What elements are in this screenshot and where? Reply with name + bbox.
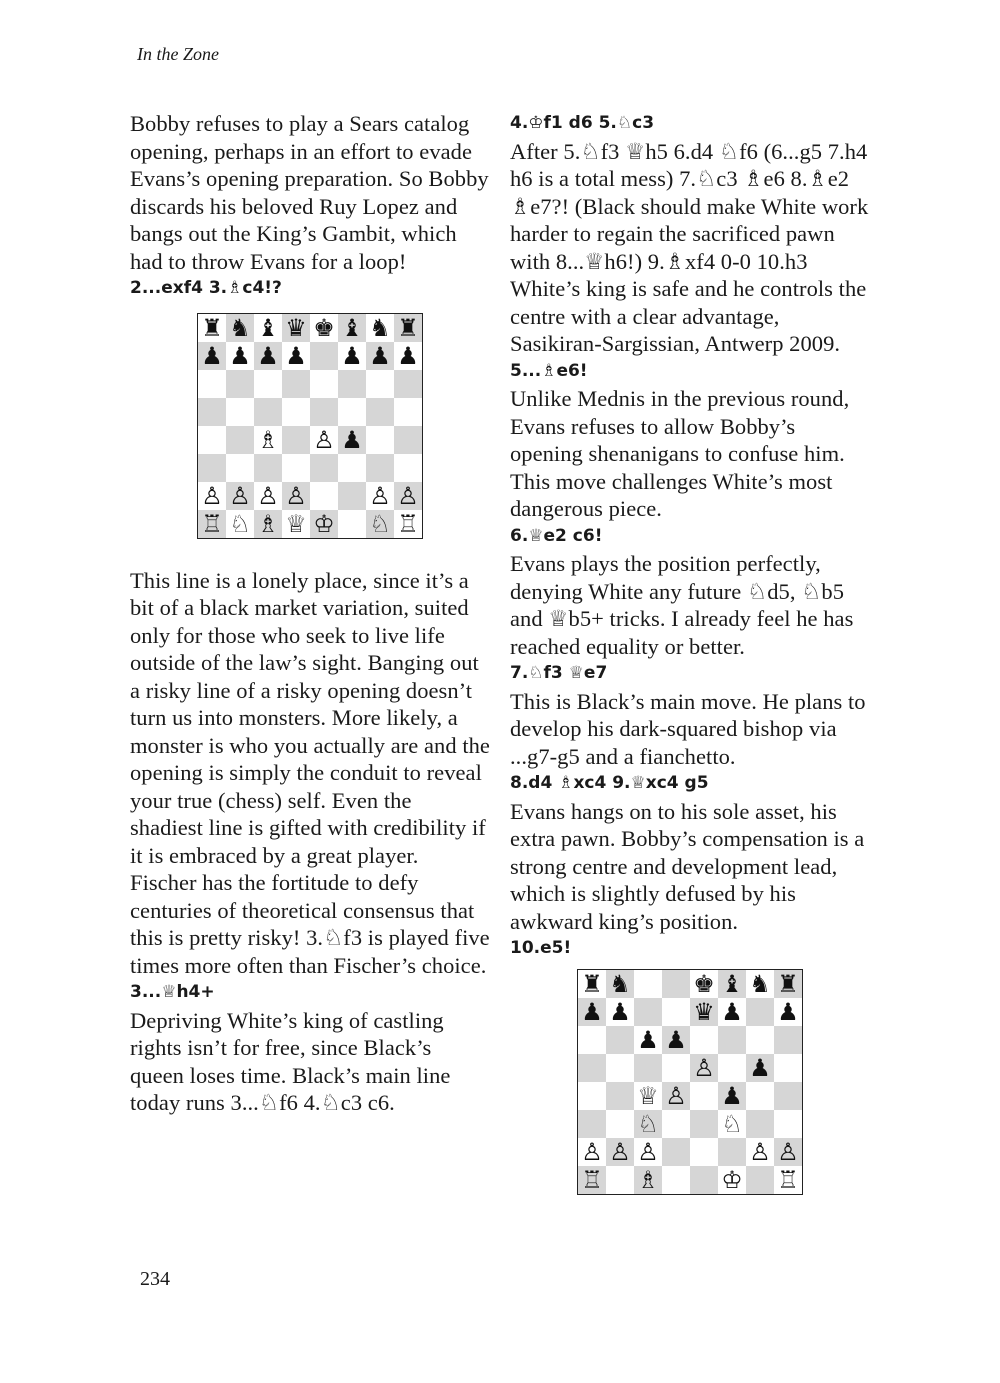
board-square	[662, 1166, 690, 1194]
board-square	[578, 1026, 606, 1054]
black-king-icon: ♚	[310, 314, 338, 342]
running-header: In the Zone	[137, 44, 219, 64]
board-square	[366, 370, 394, 398]
white-pawn-icon: ♙	[310, 426, 338, 454]
black-queen-icon: ♛	[282, 314, 310, 342]
white-pawn-icon: ♙	[690, 1054, 718, 1082]
black-rook-icon: ♜	[198, 314, 226, 342]
black-pawn-icon: ♟	[746, 1054, 774, 1082]
board-square	[746, 998, 774, 1026]
board-square	[774, 1110, 802, 1138]
black-pawn-icon: ♟	[718, 1082, 746, 1110]
board-square	[606, 1166, 634, 1194]
board-square	[226, 426, 254, 454]
board-square	[338, 482, 366, 510]
move-notation: 8.d4 ♗xc4 9.♕xc4 g5	[510, 773, 709, 793]
black-pawn-icon: ♟	[662, 1026, 690, 1054]
board-square	[310, 482, 338, 510]
board-square	[366, 454, 394, 482]
board-square	[746, 1082, 774, 1110]
white-pawn-icon: ♙	[226, 482, 254, 510]
paragraph: Evans hangs on to his sole asset, his extra pawn. Bobby’s compensation is a strong centre and development lead, which is slightly defused by his awkward king’s position.	[510, 798, 865, 934]
white-pawn-icon: ♙	[662, 1082, 690, 1110]
board-square	[774, 1054, 802, 1082]
board-square	[690, 1082, 718, 1110]
board-square	[746, 1026, 774, 1054]
board-square	[310, 398, 338, 426]
white-pawn-icon: ♙	[282, 482, 310, 510]
black-knight-icon: ♞	[606, 970, 634, 998]
white-pawn-icon: ♙	[746, 1138, 774, 1166]
move-notation: 5...♗e6!	[510, 360, 588, 381]
board-square	[394, 370, 422, 398]
board-square	[718, 1026, 746, 1054]
board-square	[394, 426, 422, 454]
board-square	[282, 370, 310, 398]
board-square	[366, 398, 394, 426]
page-number: 234	[140, 1268, 170, 1290]
board-square	[198, 370, 226, 398]
white-rook-icon: ♖	[774, 1166, 802, 1194]
board-square	[606, 1054, 634, 1082]
board-square	[282, 426, 310, 454]
move-notation: 6.♕e2 c6!	[510, 525, 603, 546]
board-square	[338, 454, 366, 482]
board-square	[662, 1054, 690, 1082]
paragraph: Evans plays the position perfectly, denying White any future ♘d5, ♘b5 and ♕b5+ tricks. I already feel he has reached equality or better.	[510, 551, 854, 659]
black-pawn-icon: ♟	[226, 342, 254, 370]
paragraph: Unlike Mednis in the previous round, Evans refuses to allow Bobby’s opening shenanigans to confuse him. This move challenges White’s most dangerous piece.	[510, 386, 850, 521]
board-square	[394, 454, 422, 482]
board-square	[338, 370, 366, 398]
white-pawn-icon: ♙	[774, 1138, 802, 1166]
black-king-icon: ♚	[690, 970, 718, 998]
board-square	[606, 1026, 634, 1054]
white-bishop-icon: ♗	[634, 1166, 662, 1194]
white-knight-icon: ♘	[718, 1110, 746, 1138]
white-pawn-icon: ♙	[198, 482, 226, 510]
black-pawn-icon: ♟	[338, 426, 366, 454]
board-square	[282, 454, 310, 482]
board-square	[634, 1054, 662, 1082]
black-pawn-icon: ♟	[254, 342, 282, 370]
board-square	[606, 1110, 634, 1138]
black-pawn-icon: ♟	[366, 342, 394, 370]
black-knight-icon: ♞	[366, 314, 394, 342]
board-square	[366, 426, 394, 454]
black-pawn-icon: ♟	[606, 998, 634, 1026]
board-square	[198, 454, 226, 482]
board-square	[690, 1166, 718, 1194]
board-square	[662, 1138, 690, 1166]
white-pawn-icon: ♙	[366, 482, 394, 510]
chess-diagram	[130, 313, 490, 539]
board-square	[578, 1054, 606, 1082]
white-knight-icon: ♘	[634, 1110, 662, 1138]
board-square	[634, 998, 662, 1026]
board-square	[310, 370, 338, 398]
black-bishop-icon: ♝	[338, 314, 366, 342]
white-pawn-icon: ♙	[394, 482, 422, 510]
board-square	[718, 1054, 746, 1082]
paragraph: Bobby refuses to play a Sears catalog opening, perhaps in an effort to evade Evans’s opening preparation. So Bobby discards his beloved Ruy Lopez and bangs out the King’s Gambit, which had to throw Evans for a loop!	[130, 111, 489, 274]
black-rook-icon: ♜	[774, 970, 802, 998]
board-square	[338, 398, 366, 426]
board-square	[746, 1110, 774, 1138]
board-square	[634, 970, 662, 998]
board-square	[310, 454, 338, 482]
board-square	[254, 370, 282, 398]
white-pawn-icon: ♙	[578, 1138, 606, 1166]
board-square	[282, 398, 310, 426]
black-pawn-icon: ♟	[774, 998, 802, 1026]
black-bishop-icon: ♝	[254, 314, 282, 342]
board-square	[662, 998, 690, 1026]
board-square	[662, 970, 690, 998]
white-queen-icon: ♕	[282, 510, 310, 538]
white-knight-icon: ♘	[366, 510, 394, 538]
right-column	[510, 110, 870, 1195]
white-king-icon: ♔	[718, 1166, 746, 1194]
white-rook-icon: ♖	[198, 510, 226, 538]
chess-diagram	[510, 969, 870, 1195]
board-square	[578, 1082, 606, 1110]
black-bishop-icon: ♝	[718, 970, 746, 998]
black-rook-icon: ♜	[394, 314, 422, 342]
paragraph: After 5.♘f3 ♕h5 6.d4 ♘f6 (6...g5 7.h4 h6 is a total mess) 7.♘c3 ♗e6 8.♗e2 ♗e7?! (Black should make White work harder to regain the sacrificed pawn with 8...♕h6!) 9.♗xf4 0-0 10.h3 White’s king is safe and he controls the centre with a clear advantage, Sasikiran-Sargissian, Antwerp 2009.	[510, 138, 869, 356]
black-knight-icon: ♞	[746, 970, 774, 998]
white-bishop-icon: ♗	[254, 426, 282, 454]
board-square	[254, 454, 282, 482]
board-square	[338, 510, 366, 538]
board-square	[662, 1110, 690, 1138]
board-square	[718, 1138, 746, 1166]
black-pawn-icon: ♟	[338, 342, 366, 370]
black-pawn-icon: ♟	[634, 1026, 662, 1054]
white-knight-icon: ♘	[226, 510, 254, 538]
white-queen-icon: ♕	[634, 1082, 662, 1110]
black-pawn-icon: ♟	[198, 342, 226, 370]
board-square	[226, 370, 254, 398]
board-square	[310, 342, 338, 370]
move-notation: 10.e5!	[510, 938, 572, 958]
board-square	[774, 1026, 802, 1054]
left-column	[130, 110, 490, 1117]
board-square	[254, 398, 282, 426]
chess-board	[577, 969, 803, 1195]
paragraph: This line is a lonely place, since it’s a bit of a black market variation, suited only for those who seek to live life outside of the law’s sight. Banging out a risky line of a risky opening doesn’t turn us into monsters. More likely, a monster is who you actually are and the opening is simply the conduit to reveal your true (chess) self. Even the shadiest line is gifted with credibility if it is embraced by a great player. Fischer has the fortitude to defy centuries of theoretical consensus that this is pretty risky! 3.♘f3 is played five times more often than Fischer’s choice.	[130, 567, 490, 978]
white-pawn-icon: ♙	[634, 1138, 662, 1166]
move-notation: 2...exf4 3.♗c4!?	[130, 278, 282, 298]
white-rook-icon: ♖	[394, 510, 422, 538]
board-square	[774, 1082, 802, 1110]
board-square	[226, 454, 254, 482]
black-pawn-icon: ♟	[718, 998, 746, 1026]
board-square	[198, 398, 226, 426]
board-square	[690, 1138, 718, 1166]
board-square	[746, 1166, 774, 1194]
move-notation: 3...♕h4+	[130, 982, 215, 1002]
white-king-icon: ♔	[310, 510, 338, 538]
black-queen-icon: ♛	[690, 998, 718, 1026]
board-square	[394, 398, 422, 426]
white-bishop-icon: ♗	[254, 510, 282, 538]
chess-board	[197, 313, 423, 539]
move-notation: 4.♔f1 d6 5.♘c3	[510, 113, 655, 133]
move-notation: 7.♘f3 ♕e7	[510, 663, 608, 683]
white-rook-icon: ♖	[578, 1166, 606, 1194]
board-square	[690, 1026, 718, 1054]
black-pawn-icon: ♟	[578, 998, 606, 1026]
black-knight-icon: ♞	[226, 314, 254, 342]
board-square	[578, 1110, 606, 1138]
board-square	[198, 426, 226, 454]
paragraph: This is Black’s main move. He plans to develop his dark-squared bishop via ...g7-g5 and a fianchetto.	[510, 688, 866, 769]
black-rook-icon: ♜	[578, 970, 606, 998]
board-square	[606, 1082, 634, 1110]
paragraph: Depriving White’s king of castling rights isn’t for free, since Black’s queen loses time. Black’s main line today runs 3...♘f6 4.♘c3 c6.	[130, 1007, 451, 1115]
white-pawn-icon: ♙	[254, 482, 282, 510]
board-square	[226, 398, 254, 426]
black-pawn-icon: ♟	[282, 342, 310, 370]
black-pawn-icon: ♟	[394, 342, 422, 370]
board-square	[690, 1110, 718, 1138]
white-pawn-icon: ♙	[606, 1138, 634, 1166]
